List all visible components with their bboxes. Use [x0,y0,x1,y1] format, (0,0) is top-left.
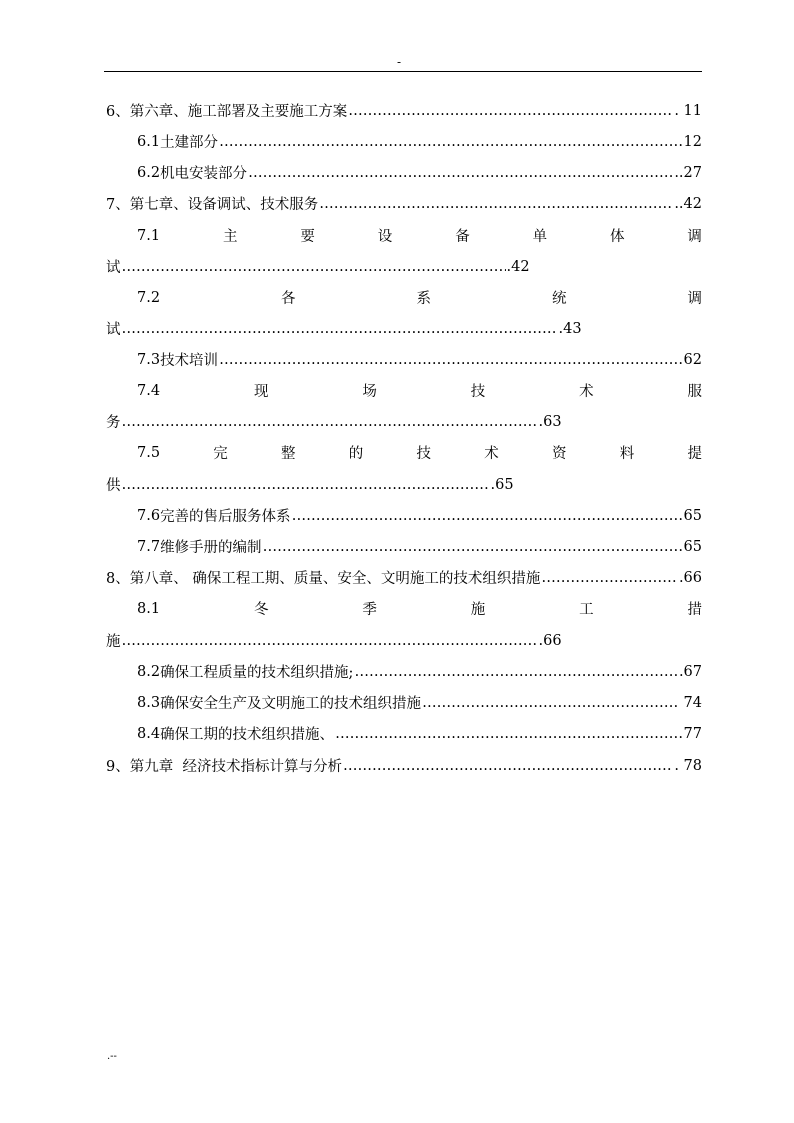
toc-entry-page: 65 [683,538,702,555]
toc-leader-dots [292,508,683,524]
toc-entry-title: 第七章、设备调试、技术服务 [129,197,319,213]
toc-entry-number: 7.5 [137,444,161,461]
toc-entry-8-3[interactable] [137,687,702,718]
toc-title-char: 技 [470,384,486,400]
toc-entry-number: 6.2 [137,164,161,181]
toc-entry-page: .65 [490,476,514,493]
toc-title-char: 统 [552,291,567,307]
toc-title-char: 工 [579,602,594,618]
toc-title-char: 各 [281,291,296,307]
toc-entry-title: 确保工程质量的技术组织措施; [160,665,354,681]
header-mark: - [397,55,402,69]
toc-entry-number: 7、 [106,197,130,213]
toc-title-char: 资 [551,446,567,462]
toc-leader-dots [122,633,538,649]
toc-leader-dots [248,165,673,181]
toc-entry-number: 9、 [106,759,130,775]
toc-entry-8-1-cont[interactable] [106,625,562,656]
toc-entry-8-2[interactable] [137,656,702,687]
toc-entry-8-1[interactable] [137,593,702,624]
toc-entry-7-2-cont[interactable] [106,313,582,344]
toc-entry-number: 8.4 [137,725,161,742]
toc-entry-number: 7.6 [137,507,161,524]
toc-entry-number: 6.1 [137,133,161,150]
toc-entry-title: 第九章 经济技术指标计算与分析 [129,759,342,775]
toc-entry-page: .66 [678,569,702,586]
toc-title-char: 供 [106,478,121,494]
toc-title-char: 措 [687,602,702,618]
toc-leader-dots [348,103,673,119]
toc-entry-number: 8.2 [137,663,161,680]
toc-leader-dots [541,570,678,586]
toc-entry-title: 确保安全生产及文明施工的技术组织措施 [160,696,422,712]
toc-entry-page: ..27 [674,164,702,181]
toc-title-char: 整 [281,446,296,462]
toc-title-char: 备 [455,229,470,245]
toc-title-char: 主 [222,229,238,245]
toc-leader-dots [263,539,683,555]
toc-entry-6-2[interactable] [137,157,702,188]
toc-title-char: 季 [362,602,377,618]
toc-entry-page: .66 [538,632,562,649]
toc-entry-page: 65 [683,507,702,524]
toc-entry-page: . 78 [674,757,702,774]
toc-leader-dots [319,196,673,212]
toc-entry-page: .43 [558,320,582,337]
toc-title-char: 务 [106,415,121,431]
toc-entry-number: 7.3 [137,351,161,368]
footer-mark: .-- [107,1051,117,1062]
toc-entry-7-7[interactable] [137,531,702,562]
toc-entry-ch9[interactable] [106,750,702,781]
toc-entry-number: 7.7 [137,538,161,555]
toc-entry-title: 机电安装部分 [160,166,248,182]
toc-entry-7-4-cont[interactable] [106,406,562,437]
toc-entry-7-2[interactable] [137,282,702,313]
toc-title-char: 施 [470,602,486,618]
toc-entry-page: 62 [683,351,702,368]
toc-entry-7-3[interactable] [137,344,702,375]
toc-leader-dots [122,259,506,275]
toc-entry-page: .63 [538,413,562,430]
toc-title-char: 试 [106,260,121,276]
toc-title-char: 体 [610,229,625,245]
toc-entry-page: 74 [678,694,702,711]
toc-entry-ch7[interactable] [106,188,702,219]
toc-leader-dots [122,414,538,430]
toc-entry-page: .67 [678,663,702,680]
toc-entry-7-5-cont[interactable] [106,469,514,500]
toc-title-char: 服 [687,384,702,400]
toc-entry-title: 完善的售后服务体系 [160,509,291,525]
toc-entry-7-1[interactable] [137,220,702,251]
toc-leader-dots [335,726,682,742]
toc-title-char: 的 [348,446,364,462]
toc-title-char: 术 [484,446,499,462]
toc-entry-title: 技术培训 [160,353,219,369]
toc-entry-number: 7.1 [137,227,161,244]
toc-title-char: 术 [579,384,594,400]
toc-title-char: 调 [687,229,702,245]
toc-title-char: 完 [213,446,228,462]
toc-title-char: 场 [362,384,377,400]
toc-title-char: 设 [377,229,393,245]
toc-title-char: 单 [532,229,548,245]
toc-title-char: 调 [687,291,702,307]
toc-entry-6-1[interactable] [137,126,702,157]
toc-leader-dots [219,352,682,368]
toc-title-char: 料 [619,446,635,462]
toc-entry-number: 8.1 [137,600,161,617]
toc-entry-number: 7.4 [137,382,161,399]
toc-entry-page: 12 [683,133,702,150]
toc-title-char: 提 [687,446,702,462]
toc-entry-title: 第六章、施工部署及主要施工方案 [129,104,348,120]
toc-entry-number: 7.2 [137,289,161,306]
toc-title-char: 要 [300,229,315,245]
toc-leader-dots [422,695,678,711]
toc-title-char: 现 [253,384,269,400]
toc-leader-dots [122,321,558,337]
toc-title-char: 系 [416,291,432,307]
toc-leader-dots [343,758,673,774]
toc-entry-title: 确保工期的技术组织措施、 [160,727,335,743]
toc-leader-dots [122,477,490,493]
toc-entry-title: 土建部分 [160,135,219,151]
toc-entry-7-5[interactable] [137,437,702,468]
toc-entry-ch8[interactable] [106,562,702,593]
toc-entry-number: 6、 [106,104,130,120]
toc-title-char: 冬 [253,602,269,618]
toc-entry-7-4[interactable] [137,375,702,406]
toc-entry-title: 维修手册的编制 [160,540,262,556]
toc-title-char: 试 [106,322,121,338]
header-rule [104,71,702,72]
toc-entry-page: 77 [683,725,702,742]
toc-entry-ch6[interactable] [106,95,702,126]
toc-entry-page: .42 [506,258,530,275]
toc-entry-7-6[interactable] [137,500,702,531]
toc-title-char: 技 [416,446,431,462]
toc-entry-page: ..42 [674,195,702,212]
toc-title-char: 施 [106,634,121,650]
toc-entry-page: . 11 [674,102,702,119]
toc-entry-7-1-cont[interactable] [106,251,530,282]
toc-leader-dots [219,134,682,150]
toc-entry-8-4[interactable] [137,718,702,749]
toc-entry-number: 8、 [106,571,130,587]
toc-entry-number: 8.3 [137,694,161,711]
toc-leader-dots [354,664,677,680]
toc-entry-title: 第八章、 确保工程工期、质量、安全、文明施工的技术组织措施 [129,571,541,587]
